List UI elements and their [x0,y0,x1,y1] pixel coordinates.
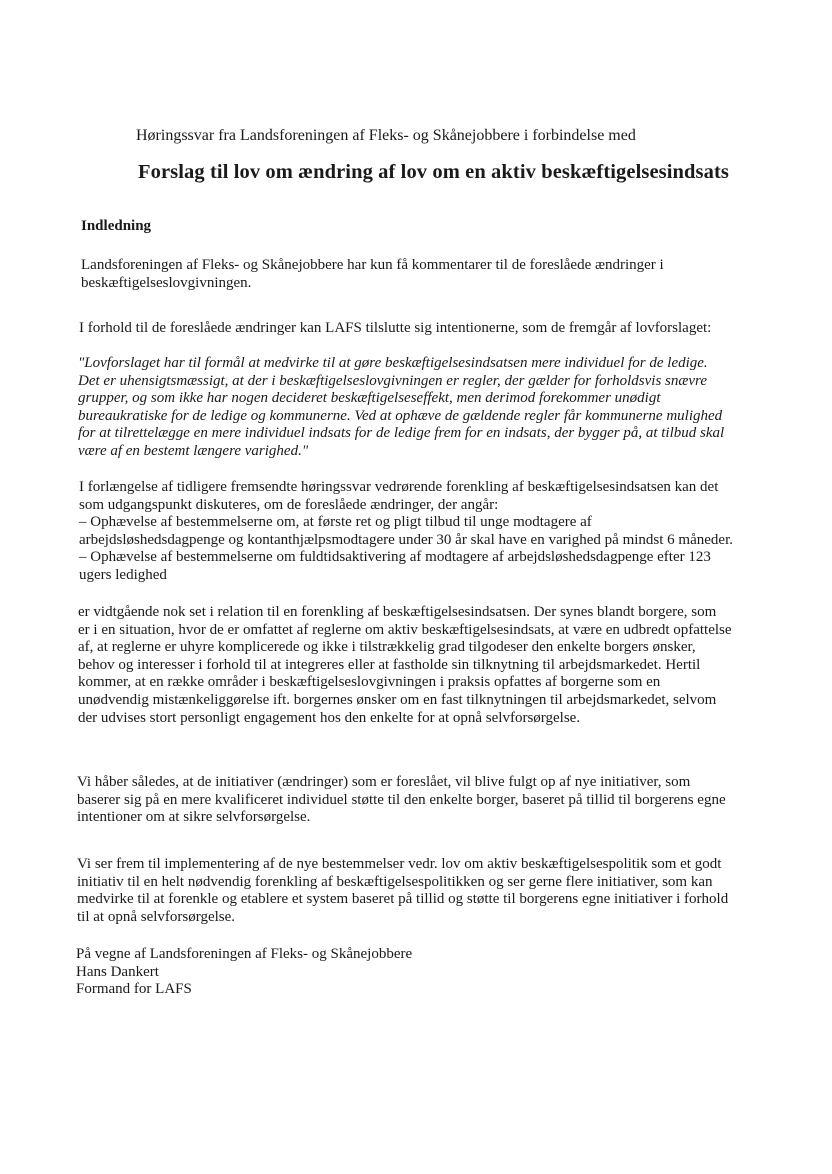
signature-role: Formand for LAFS [76,981,192,998]
signature-block [76,946,412,999]
paragraph-line: I forhold til de foreslåede ændringer kan LAFS tilslutte sig intentionerne, som de fremgår af lovforslaget: [79,320,712,336]
quote-line: "Lovforslaget har til formål at medvirke til at gøre beskæftigelsesindsatsen mere individuel for de ledige. [78,355,708,371]
quote-line: grupper, og som ikke har nogen decideret beskæftigelseseffekt, men derimod forekommer unødigt [78,390,661,407]
paragraph-line: kommer, at en række områder i beskæftigelseslovgivningen i praksis opfattes af borgerne som en [78,674,661,691]
quote-line: være af en bestemt længere varighed." [78,442,309,459]
paragraph-support [79,320,711,338]
intro-line: Høringssvar fra Landsforeningen af Fleks- og Skånejobbere i forbindelse med [136,127,636,144]
paragraph-line: – Ophævelse af bestemmelserne om fuldtidsaktivering af modtagere af arbejdsløshedsdagpenge efter 123 [79,549,711,566]
paragraph-line: til at opnå selvforsørgelse. [77,908,236,925]
section-heading: Indledning [81,218,152,234]
paragraph-line: Vi håber således, at de initiativer (ændringer) som er foreslået, vil blive fulgt op af nye initiativer, som [77,774,691,790]
paragraph-line: unødvendig mistænkeliggørelse ift. borgernes ønsker om en fast tilknytningen til arbejdsmarkedet, selvom [78,691,717,708]
paragraph-line: Landsforeningen af Fleks- og Skånejobbere har kun få kommentarer til de foreslåede ændringer i [81,257,664,273]
quote-line: bureaukratiske for de ledige og kommunerne. Ved at ophæve de gældende regler får kommunerne mulighed [78,407,723,424]
paragraph-line: medvirke til at forenkle og etablere et system baseret på tillid og støtte til borgerens egne initiativer i forhold [77,891,729,908]
paragraph-line: som udgangspunkt diskuteres, om de foreslåede ændringer, der angår: [79,496,499,513]
paragraph-intro [81,257,664,292]
paragraph-line: initiativ til en helt nødvendig forenkling af beskæftigelsespolitikken og ser gerne flere initiativer, som kan [77,873,713,890]
paragraph-line: af, at reglerne er uhyre komplicerede og ikke i tilstrækkelig grad tilgodeser den enkelte borgers ønsker, [78,639,696,656]
paragraph-line: Vi ser frem til implementering af de nye bestemmelser vedr. lov om aktiv beskæftigelsespolitik som et godt [77,856,722,872]
paragraph-line: – Ophævelse af bestemmelserne om, at første ret og pligt tilbud til unge modtagere af [79,514,592,531]
paragraph-outlook [77,856,728,926]
paragraph-line: er vidtgående nok set i relation til en forenkling af beskæftigelsesindsatsen. Der synes blandt borgere, som [78,604,717,620]
paragraph-line: er i en situation, hvor de er omfattet af reglerne om aktiv beskæftigelsesindsats, at være en udbredt opfattelse [78,621,732,638]
paragraph-assessment [78,604,732,727]
quote-block [78,355,724,461]
paragraph-amendments [79,479,733,585]
paragraph-line: ugers ledighed [79,566,167,583]
paragraph-line: baserer sig på en mere kvalificeret individuel støtte til den enkelte borger, baseret på tillid til borgerens egne [77,791,726,808]
signature-organization: På vegne af Landsforeningen af Fleks- og Skånejobbere [76,946,413,962]
quote-line: Det er uhensigtsmæssigt, at der i beskæftigelseslovgivningen er regler, der gælder for forholdsvis snævre [78,372,707,389]
quote-line: for at tilrettelægge en mere individuel indsats for de ledige frem for en indsats, der bygger på, at tilbud skal [78,425,725,442]
paragraph-line: intentioner om at sikre selvforsørgelse. [77,809,311,826]
paragraph-line: arbejdsløshedsdagpenge og kontanthjælpsmodtagere under 30 år skal have en varighed på mindst 6 måneder. [79,531,733,548]
paragraph-line: behov og interesser i forhold til at integreres eller at fastholde sin tilknytning til arbejdsmarkedet. Hertil [78,656,701,673]
paragraph-line: I forlængelse af tidligere fremsendte høringssvar vedrørende forenkling af beskæftigelsesindsatsen kan det [79,479,719,495]
paragraph-line: der udvises stort personligt engagement hos den enkelte for at opnå selvforsørgelse. [78,709,581,726]
paragraph-hope [77,774,726,827]
signature-name: Hans Dankert [76,963,159,980]
paragraph-line: beskæftigelseslovgivningen. [81,274,252,291]
document-title: Forslag til lov om ændring af lov om en aktiv beskæftigelsesindsats [138,161,729,183]
